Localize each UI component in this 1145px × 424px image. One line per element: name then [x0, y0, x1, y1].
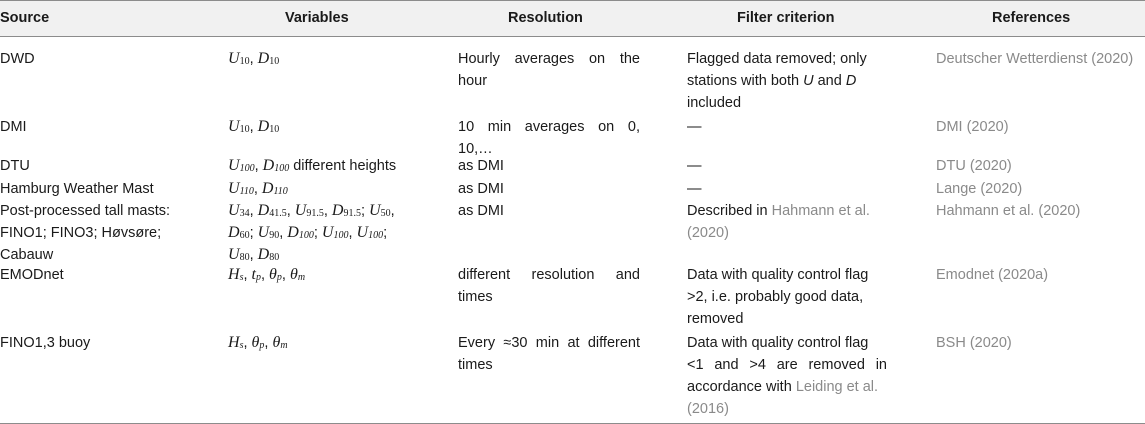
row-dmi-source: DMI — [0, 119, 27, 135]
row-fino-buoy-filter-line3: accordance with Leiding et al. — [687, 379, 879, 395]
row-emodnet-filter-line2: >2, i.e. probably good data, — [687, 289, 864, 305]
header-filter-criterion: Filter criterion — [737, 10, 835, 26]
row-tallmasts-variables-line1: $U_{34}$, $D_{41.5}$, $U_{91.5}$, $D_{91.5}$; $U_{50}$, — [228, 202, 395, 219]
table-header-rule — [0, 36, 1145, 37]
row-fino-buoy-resolution-line2: times — [458, 357, 493, 373]
row-dtu-filter: — — [687, 158, 702, 174]
row-emodnet-reference[interactable]: Emodnet (2020a) — [936, 267, 1049, 283]
row-dwd-filter-line2: stations with both U and D — [687, 73, 857, 89]
row-dmi-reference[interactable]: DMI (2020) — [936, 119, 1009, 135]
row-dmi-variables: $U_{10}$, $D_{10}$ — [228, 118, 280, 135]
row-tallmasts-filter-line2[interactable]: (2020) — [687, 225, 729, 241]
header-source: Source — [0, 10, 50, 26]
row-fino-buoy-reference[interactable]: BSH (2020) — [936, 335, 1012, 351]
row-hamburg-variables: $U_{110}$, $D_{110}$ — [228, 180, 288, 197]
row-emodnet-resolution-line1: different resolution and — [458, 267, 640, 283]
row-tallmasts-filter-line1: Described in Hahmann et al. — [687, 203, 870, 219]
header-variables: Variables — [285, 10, 349, 26]
row-fino-buoy-resolution-line1: Every ≈30 min at different — [458, 335, 640, 351]
row-dwd-filter-line1: Flagged data removed; only — [687, 51, 867, 67]
row-dmi-resolution-line1: 10 min averages on 0, — [458, 119, 640, 135]
header-references: References — [992, 10, 1071, 26]
row-dwd-resolution-line1: Hourly averages on the — [458, 51, 640, 67]
row-emodnet-filter-line3: removed — [687, 311, 744, 327]
row-fino-buoy-filter-line2: <1 and >4 are removed in — [687, 357, 887, 373]
row-tallmasts-source-line1: Post-processed tall masts: — [0, 203, 171, 219]
row-emodnet-resolution-line2: times — [458, 289, 493, 305]
row-dtu-source: DTU — [0, 158, 30, 174]
row-tallmasts-variables-line3: $U_{80}$, $D_{80}$ — [228, 246, 280, 263]
row-dwd-variables: $U_{10}$, $D_{10}$ — [228, 50, 280, 67]
table-top-rule — [0, 0, 1145, 1]
row-emodnet-source: EMODnet — [0, 267, 64, 283]
hahmann-citation-link[interactable]: Hahmann et al. — [771, 203, 870, 219]
row-tallmasts-source-line3: Cabauw — [0, 247, 54, 263]
leiding-citation-link[interactable]: Leiding et al. — [795, 379, 879, 395]
row-hamburg-reference[interactable]: Lange (2020) — [936, 181, 1023, 197]
row-hamburg-resolution: as DMI — [458, 181, 504, 197]
row-fino-buoy-variables: $H_s$, $\theta_p$, $\theta_m$ — [228, 334, 288, 351]
header-resolution: Resolution — [508, 10, 583, 26]
row-dwd-source: DWD — [0, 51, 35, 67]
row-emodnet-filter-line1: Data with quality control flag — [687, 267, 869, 283]
row-tallmasts-resolution: as DMI — [458, 203, 504, 219]
row-tallmasts-reference[interactable]: Hahmann et al. (2020) — [936, 203, 1081, 219]
row-dwd-reference[interactable]: Deutscher Wetterdienst (2020) — [936, 51, 1134, 67]
row-emodnet-variables: $H_s$, $t_p$, $\theta_p$, $\theta_m$ — [228, 266, 306, 283]
row-dtu-reference[interactable]: DTU (2020) — [936, 158, 1012, 174]
row-dtu-resolution: as DMI — [458, 158, 504, 174]
row-dmi-resolution-line2: 10,… — [458, 141, 493, 157]
row-fino-buoy-source: FINO1,3 buoy — [0, 335, 91, 351]
row-dwd-resolution-line2: hour — [458, 73, 488, 89]
row-tallmasts-variables-line2: $D_{60}$; $U_{90}$, $D_{100}$; $U_{100}$, $U_{100}$; — [228, 224, 388, 241]
row-dmi-filter: — — [687, 119, 702, 135]
row-fino-buoy-filter-line1: Data with quality control flag — [687, 335, 869, 351]
row-tallmasts-source-line2: FINO1; FINO3; Høvsøre; — [0, 225, 162, 241]
row-dtu-variables: $U_{100}$, $D_{100}$ different heights — [228, 157, 397, 174]
row-fino-buoy-filter-line4[interactable]: (2016) — [687, 401, 729, 417]
row-dwd-filter-line3: included — [687, 95, 742, 111]
row-hamburg-filter: — — [687, 181, 702, 197]
row-hamburg-source: Hamburg Weather Mast — [0, 181, 154, 197]
